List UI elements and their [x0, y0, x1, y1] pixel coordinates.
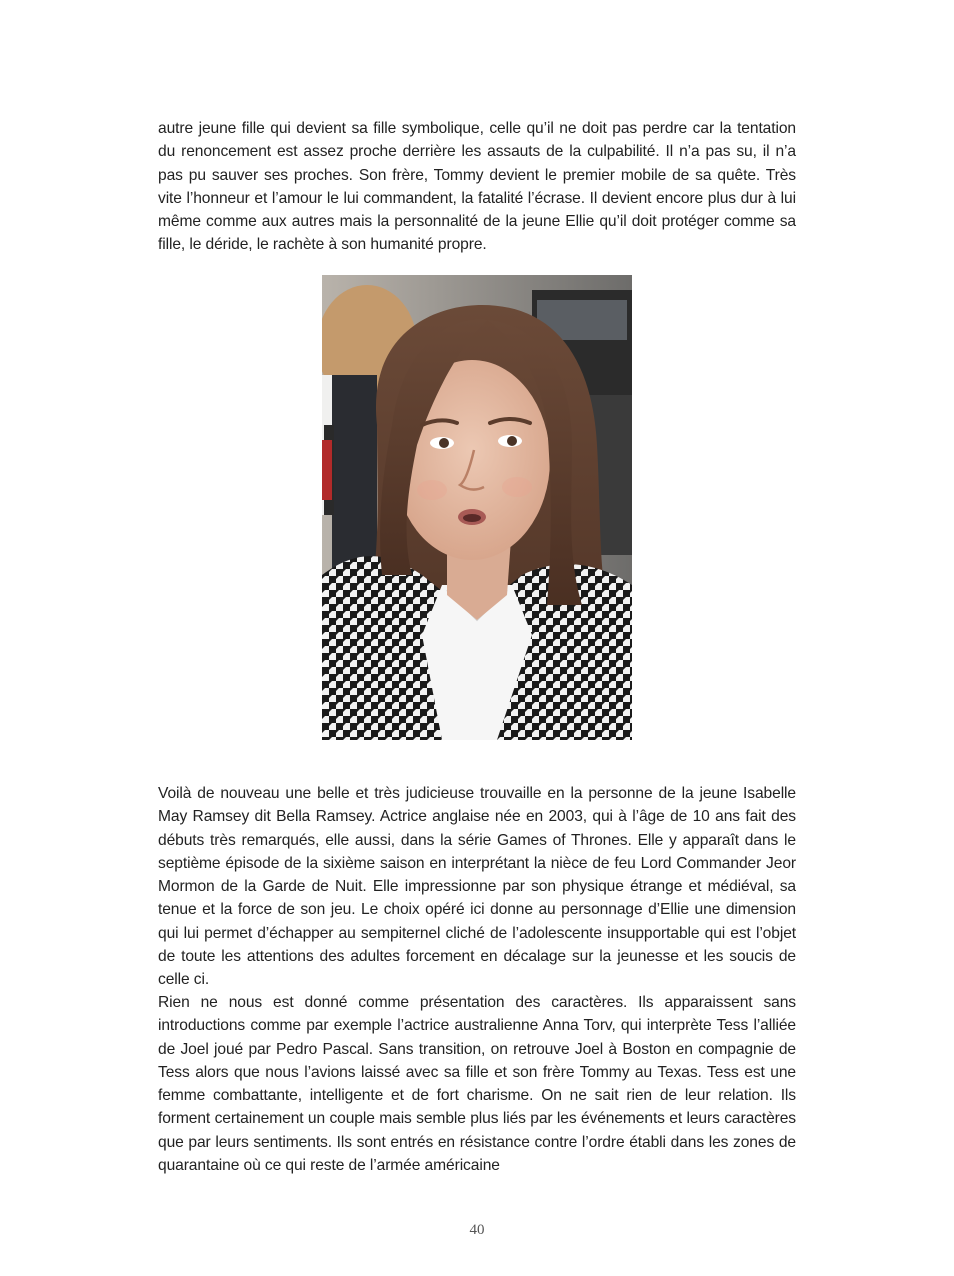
paragraph-tess: Rien ne nous est donné comme présentation des caractères. Ils apparaissent sans introductions comme par exemple l’actrice australienne Anna Torv, qui interprète Tess l’alliée de Joel joué par Pedro Pascal. Sans transition, on retrouve Joel à Boston en compagnie de Tess alors que nous l’avions laissé avec sa fille et son frère Tommy au Texas. Tess est une femme combattante, intelligente et de fort charisme. On ne sait rien de leur relation. Ils forment certainement un couple mais semble plus liés par les événements et leurs caractères que par leurs sentiments. Ils sont entrés en résistance contre l’ordre établi dans les zones de quarantaine où ce qui reste de l’armée américaine: [158, 994, 796, 1175]
paragraph-ellie-intro: autre jeune fille qui devient sa fille symbolique, celle qu’il ne doit pas perdre car la tentation du renoncement est assez proche derrière les assauts de la culpabilité. Il n’a pas su, il n’a pas pu sauver ses proches. Son frère, Tommy devient le premier mobile de sa quête. Très vite l’honneur et l’amour le lui commandent, la fatalité l’écrase. Il devient encore plus dur à lui même comme aux autres mais la personnalité de la jeune Ellie qu’il doit protéger comme sa fille, le déride, le rachète à son humanité propre.: [158, 120, 796, 254]
page-number: 40: [469, 1222, 485, 1238]
paragraph-bella-ramsey: Voilà de nouveau une belle et très judicieuse trouvaille en la personne de la jeune Isabelle May Ramsey dit Bella Ramsey. Actrice anglaise née en 2003, qui à l’âge de 10 ans fait des débuts très remarqués, elle aussi, dans la série Games of Thrones. Elle y apparaît dans le septième épisode de la sixième saison en interprétant la nièce de feu Lord Commander Jeor Mormon de la Garde de Nuit. Elle impressionne par son physique étrange et médiéval, sa tenue et la force de son jeu. Le choix opéré ici donne au personnage d’Ellie une dimension qui lui permet d’échapper au sempiternel cliché de l’adolescente insupportable qui est l’objet de toute les attentions des adultes forcement en décalage sur la jeunesse et les soucis de celle ci.: [158, 785, 796, 989]
portrait-photo: [322, 275, 632, 740]
portrait-photo-icon: [322, 275, 632, 740]
